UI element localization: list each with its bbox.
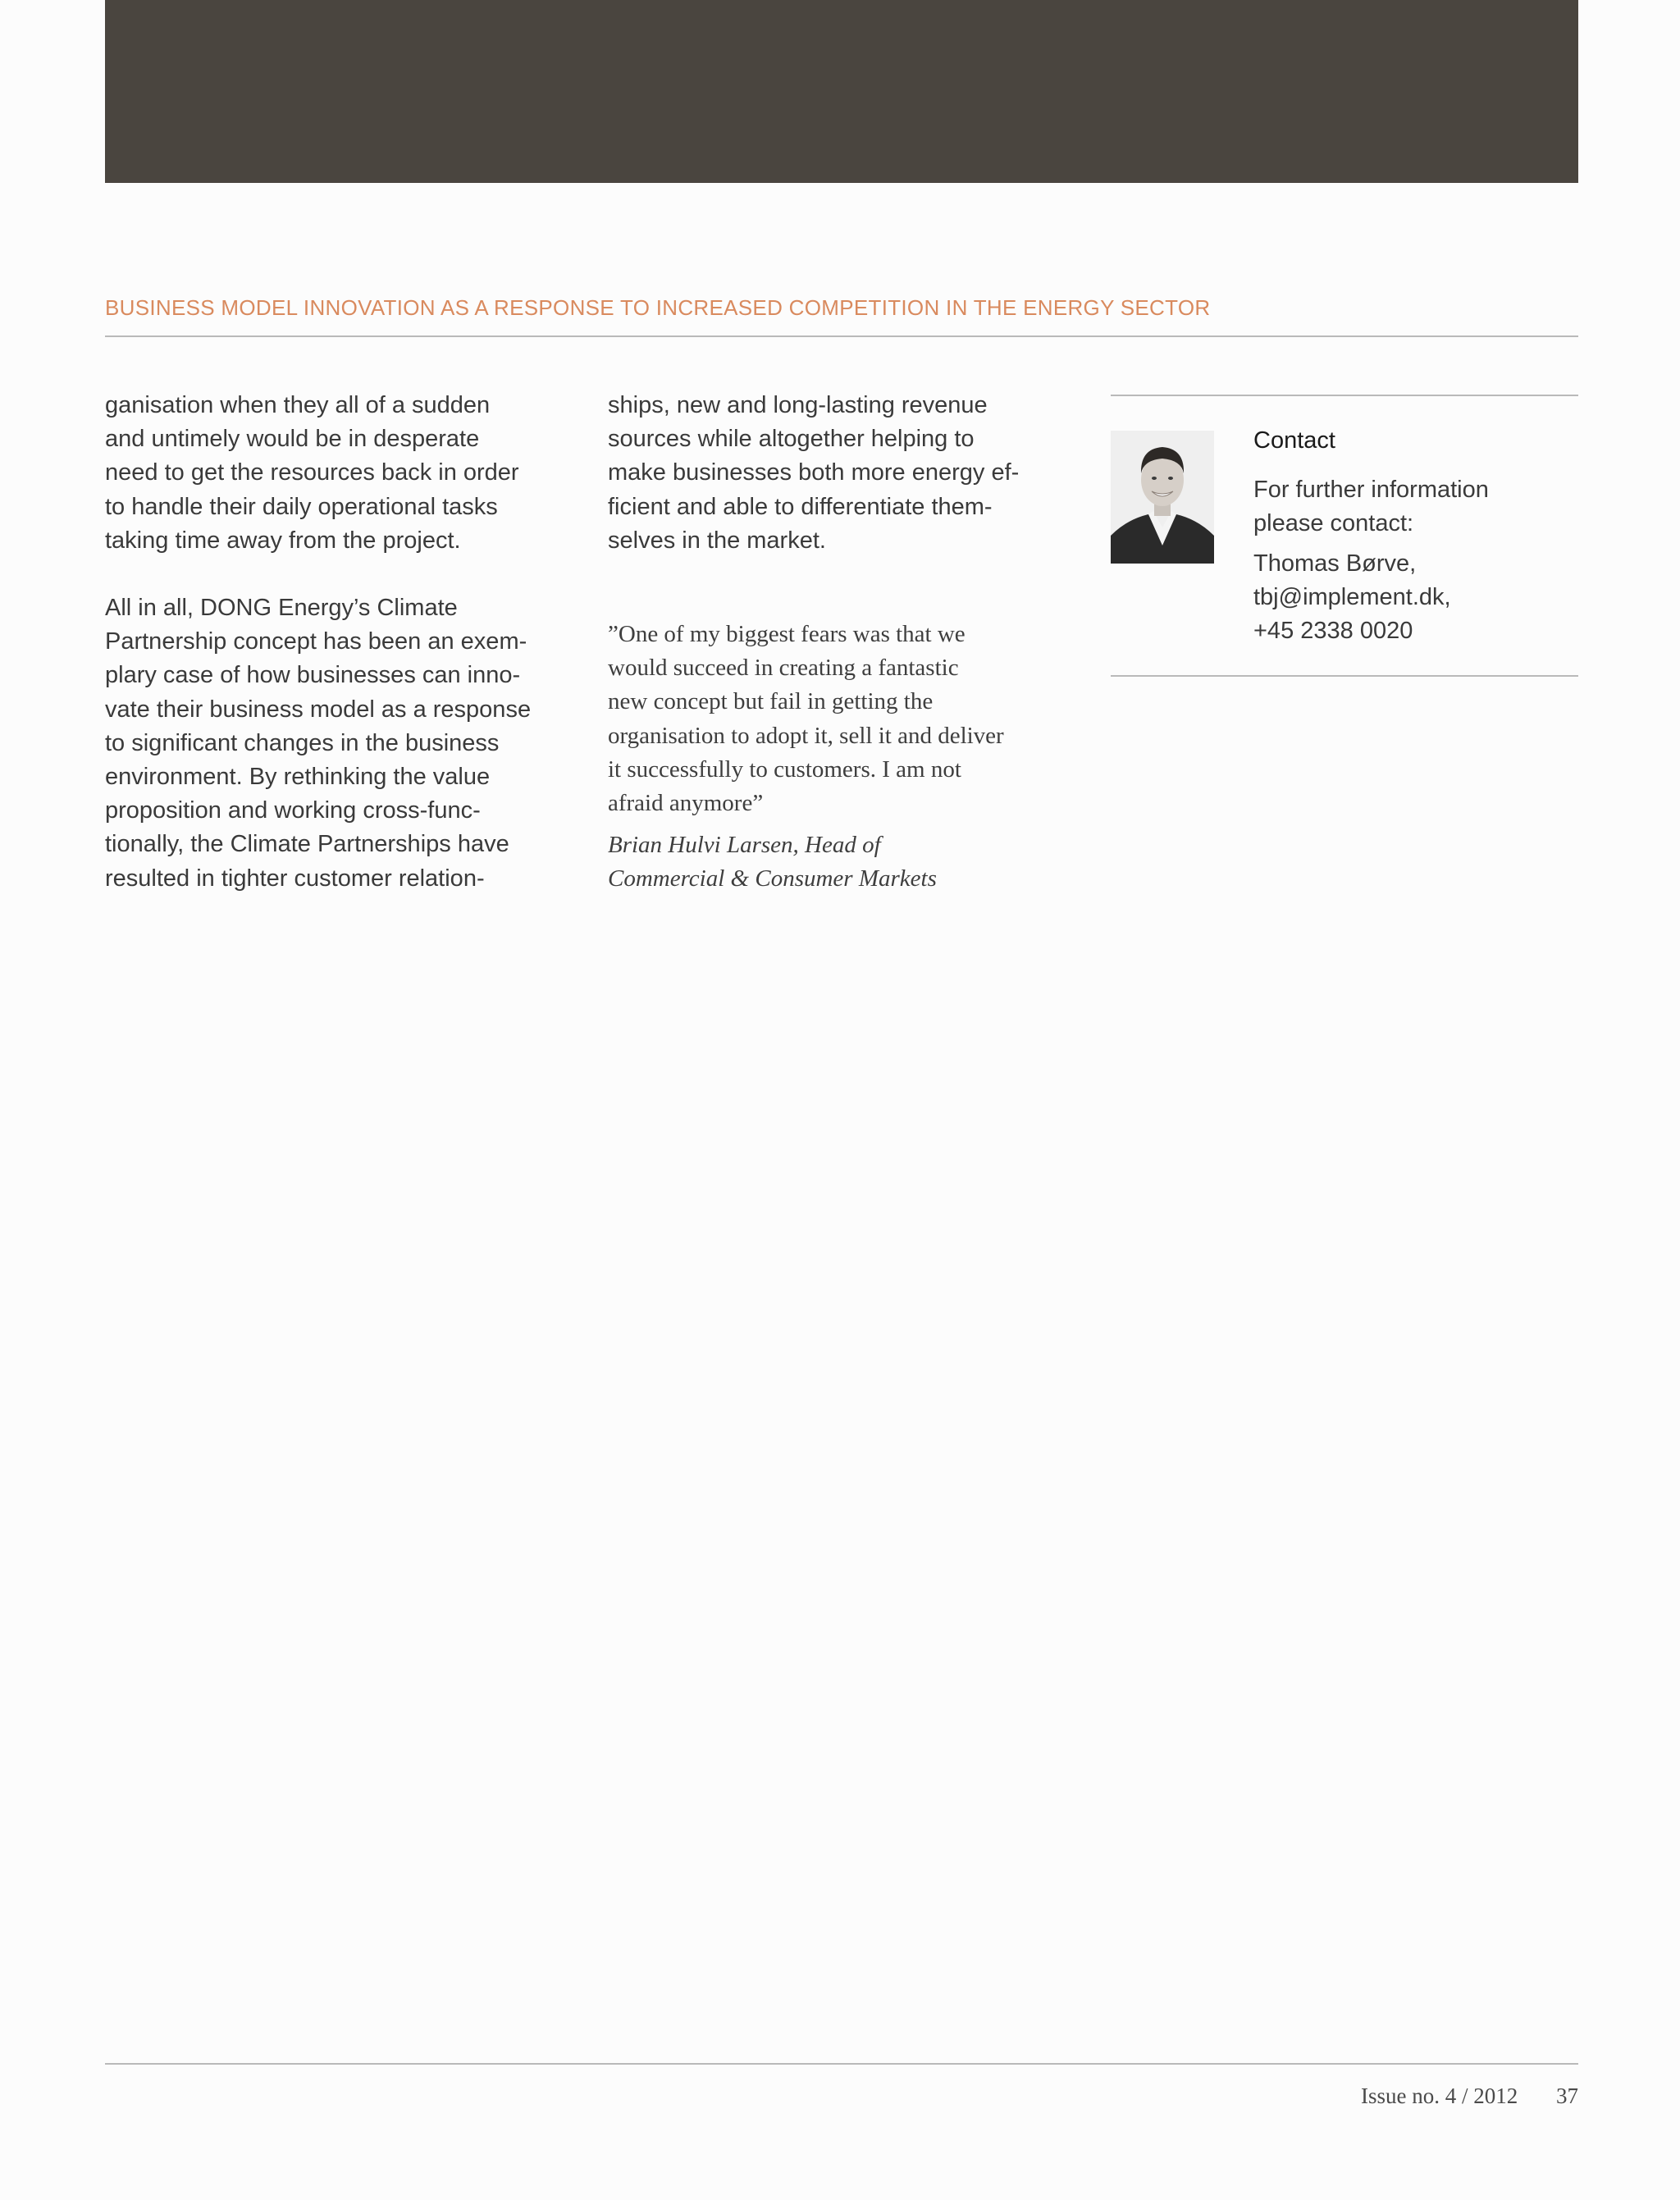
column1-paragraph-2: All in all, DONG Energy’s Climate Partnership concept has been an exem- plary case of how businesses can inno- vate their business model as a response to significant changes in the business environment. By rethinking the value proposition and working cross-func- tionally, the Climate Partnerships have resulted in tighter customer relation- bbox=[105, 595, 532, 892]
column1-paragraph-1: ganisation when they all of a sudden and untimely would be in desperate need to get the resources back in order to handle their daily operational tasks taking time away from the project. bbox=[105, 392, 519, 554]
quote-attribution: Brian Hulvi Larsen, Head of Commercial & Consumer Markets bbox=[608, 832, 937, 892]
contact-box bbox=[1111, 395, 1578, 677]
issue-label: Issue no. 4 / 2012 bbox=[1361, 2084, 1518, 2108]
contact-details bbox=[1253, 424, 1578, 648]
contact-email-link[interactable]: tbj@implement.dk, bbox=[1253, 583, 1451, 610]
contact-phone: +45 2338 0020 bbox=[1253, 618, 1413, 645]
page-footer bbox=[1361, 2084, 1578, 2109]
page-number: 37 bbox=[1556, 2084, 1578, 2108]
footer-divider bbox=[105, 2063, 1578, 2065]
article-column-2 bbox=[608, 389, 1100, 897]
header-divider bbox=[105, 335, 1578, 337]
contact-name: Thomas Børve, bbox=[1253, 550, 1417, 577]
contact-photo bbox=[1111, 431, 1214, 564]
article-column-1 bbox=[105, 389, 589, 896]
contact-heading: Contact bbox=[1253, 427, 1335, 454]
contact-intro: For further information please contact: bbox=[1253, 477, 1489, 537]
pull-quote: ”One of my biggest fears was that we would succeed in creating a fantastic new concept but fail in getting the organisation to adopt it, sell it and deliver it successfully to customers. I am not afraid anymore” bbox=[608, 621, 1004, 817]
section-header: BUSINESS MODEL INNOVATION AS A RESPONSE TO INCREASED COMPETITION IN THE ENERGY SECTOR bbox=[105, 295, 1211, 320]
top-banner-image bbox=[105, 0, 1578, 183]
column2-paragraph-1: ships, new and long-lasting revenue sources while altogether helping to make businesses both more energy ef- ficient and able to differentiate them- selves in the market. bbox=[608, 392, 1020, 554]
